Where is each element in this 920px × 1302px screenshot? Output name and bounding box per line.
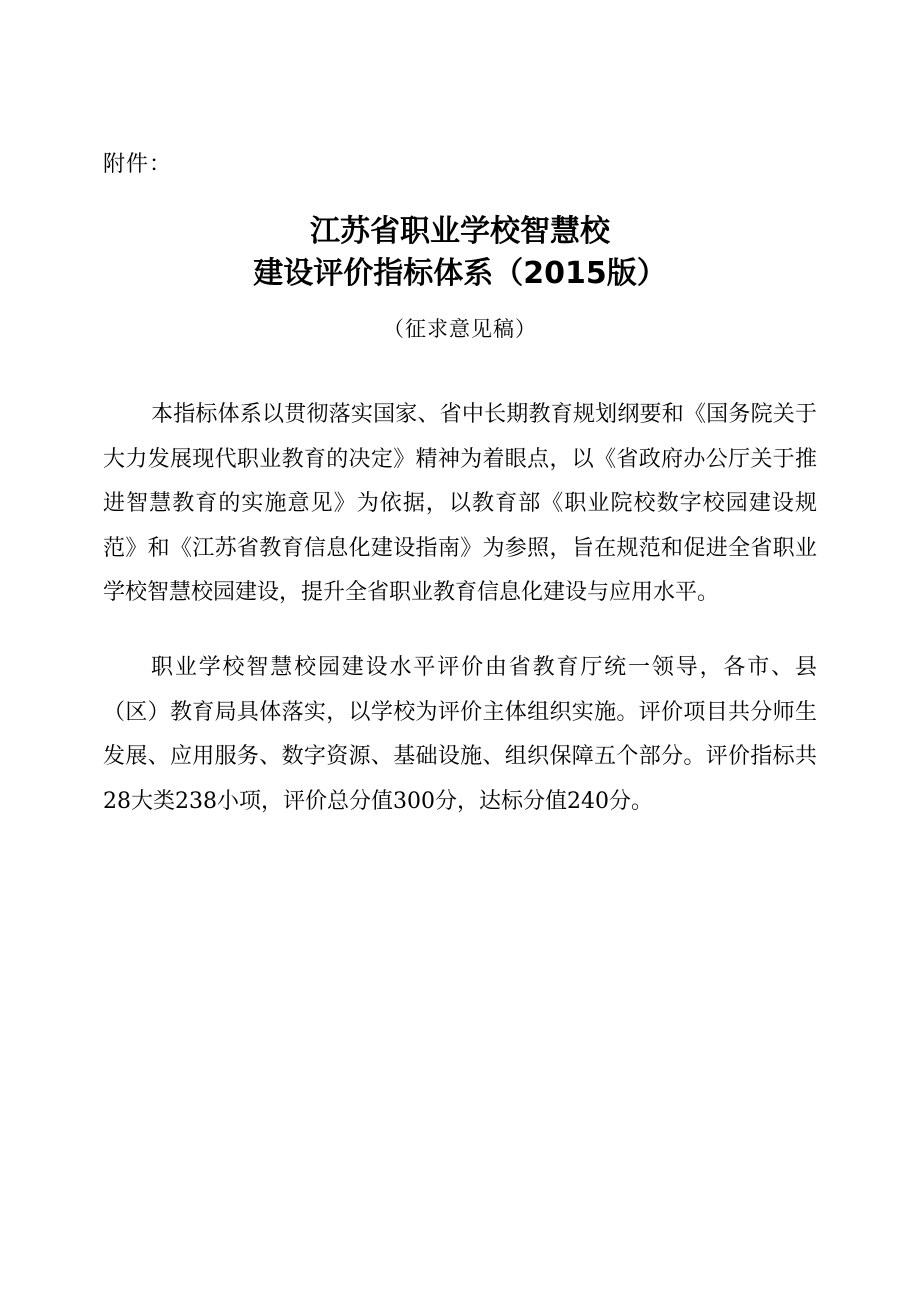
attachment-label: 附件： [103,152,173,177]
body-paragraph-2: 职业学校智慧校园建设水平评价由省教育厅统一领导，各市、县（区）教育局具体落实，以学校为评价主体组织实施。评价项目共分师生发展、应用服务、数字资源、基础设施、组织保障五个部分。评价指标共28大类238小项，评价总分值300分，达标分值240分。 [103,655,817,814]
body-paragraph-1: 本指标体系以贯彻落实国家、省中长期教育规划纲要和《国务院关于大力发展现代职业教育的决定》精神为着眼点，以《省政府办公厅关于推进智慧教育的实施意见》为依据，以教育部《职业院校数字校园建设规范》和《江苏省教育信息化建设指南》为参照，旨在规范和促进全省职业学校智慧校园建设，提升全省职业教育信息化建设与应用水平。 [103,402,817,606]
document-subtitle: （征求意见稿） [383,317,537,341]
document-title-line-1: 江苏省职业学校智慧校 [310,214,610,249]
document-title-line-2: 建设评价指标体系（2015版） [253,256,667,291]
